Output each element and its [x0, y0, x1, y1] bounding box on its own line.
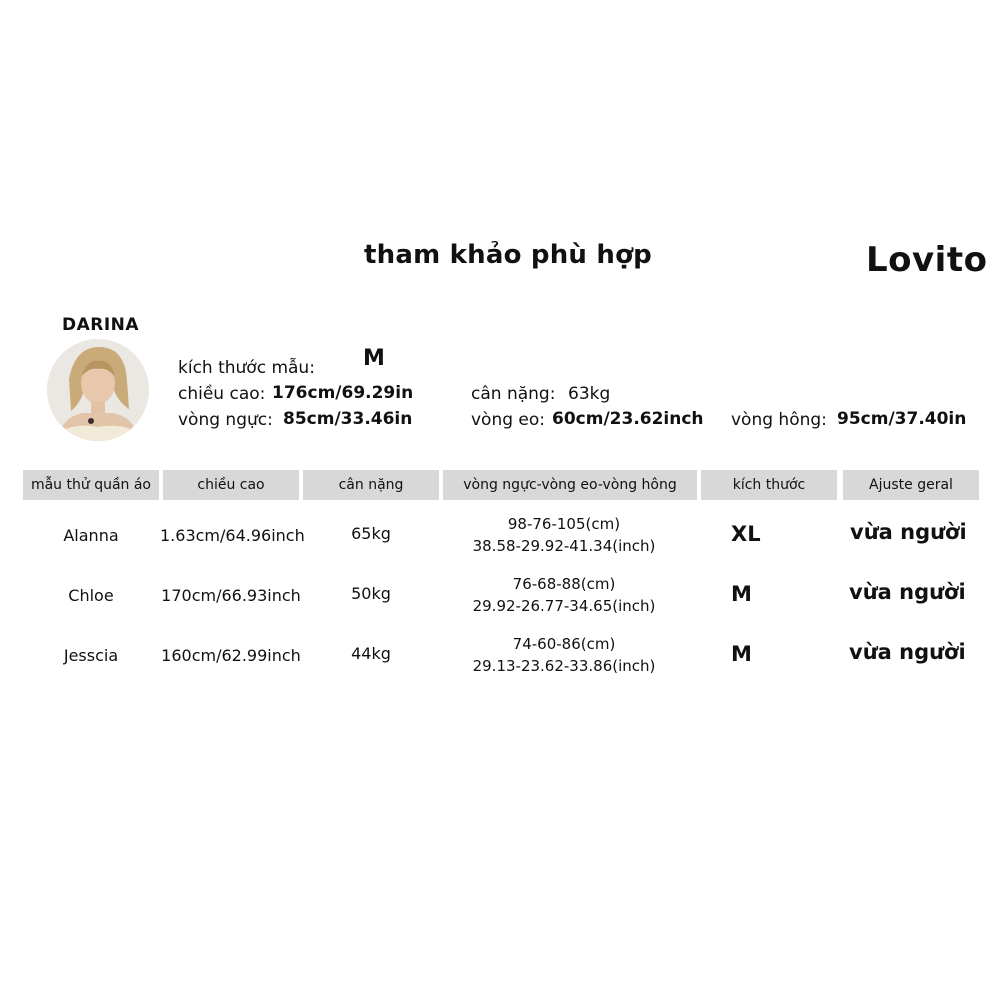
- header-weight: cân nặng: [303, 470, 439, 500]
- table-row-weight: 65kg: [351, 524, 391, 543]
- size-label: kích thước mẫu:: [178, 358, 315, 378]
- table-row-fit: vừa người: [849, 580, 966, 604]
- bust-value: 85cm/33.46in: [283, 409, 413, 429]
- brand-logo: Lovito: [866, 240, 988, 280]
- table-row-name: Jesscia: [63, 646, 119, 665]
- measurements-cm: 76-68-88(cm): [512, 575, 616, 593]
- table-row-fit: vừa người: [849, 640, 966, 664]
- table-row-weight: 44kg: [351, 644, 391, 663]
- height-label: chiều cao:: [178, 384, 266, 404]
- table-row-measurements: [437, 573, 691, 617]
- waist-value: 60cm/23.62inch: [552, 409, 704, 429]
- measurements-inch: 29.13-23.62-33.86(inch): [472, 657, 656, 675]
- header-fit: Ajuste geral: [843, 470, 979, 500]
- model-name: DARINA: [62, 315, 140, 335]
- table-row-height: 170cm/66.93inch: [161, 586, 301, 605]
- measurements-inch: 38.58-29.92-41.34(inch): [472, 537, 656, 555]
- waist-label: vòng eo:: [471, 410, 546, 430]
- header-size: kích thước: [701, 470, 837, 500]
- table-row-measurements: [437, 513, 691, 557]
- page-title: tham khảo phù hợp: [364, 240, 652, 270]
- bust-label: vòng ngực:: [178, 410, 273, 430]
- hip-value: 95cm/37.40in: [837, 409, 967, 429]
- hip-label: vòng hông:: [731, 410, 827, 430]
- header-measurements: vòng ngực-vòng eo-vòng hông: [443, 470, 697, 500]
- avatar: [47, 339, 149, 441]
- table-row-size: M: [731, 582, 752, 606]
- table-row-size: XL: [731, 522, 761, 546]
- table-row-measurements: [437, 633, 691, 677]
- header-model: mẫu thử quần áo: [23, 470, 159, 500]
- header-height: chiều cao: [163, 470, 299, 500]
- table-row-height: 1.63cm/64.96inch: [160, 526, 305, 545]
- size-value: M: [363, 346, 385, 371]
- height-value: 176cm/69.29in: [272, 383, 414, 403]
- table-row-height: 160cm/62.99inch: [161, 646, 301, 665]
- measurements-cm: 98-76-105(cm): [507, 515, 621, 533]
- table-row-size: M: [731, 642, 752, 666]
- weight-label: cân nặng:: [471, 384, 556, 404]
- model-photo: [47, 339, 149, 441]
- table-row-name: Alanna: [63, 526, 119, 545]
- weight-value: 63kg: [568, 384, 611, 404]
- table-row-fit: vừa người: [850, 520, 967, 544]
- measurements-cm: 74-60-86(cm): [512, 635, 616, 653]
- measurements-inch: 29.92-26.77-34.65(inch): [472, 597, 656, 615]
- table-row-name: Chloe: [68, 586, 114, 605]
- table-row-weight: 50kg: [351, 584, 391, 603]
